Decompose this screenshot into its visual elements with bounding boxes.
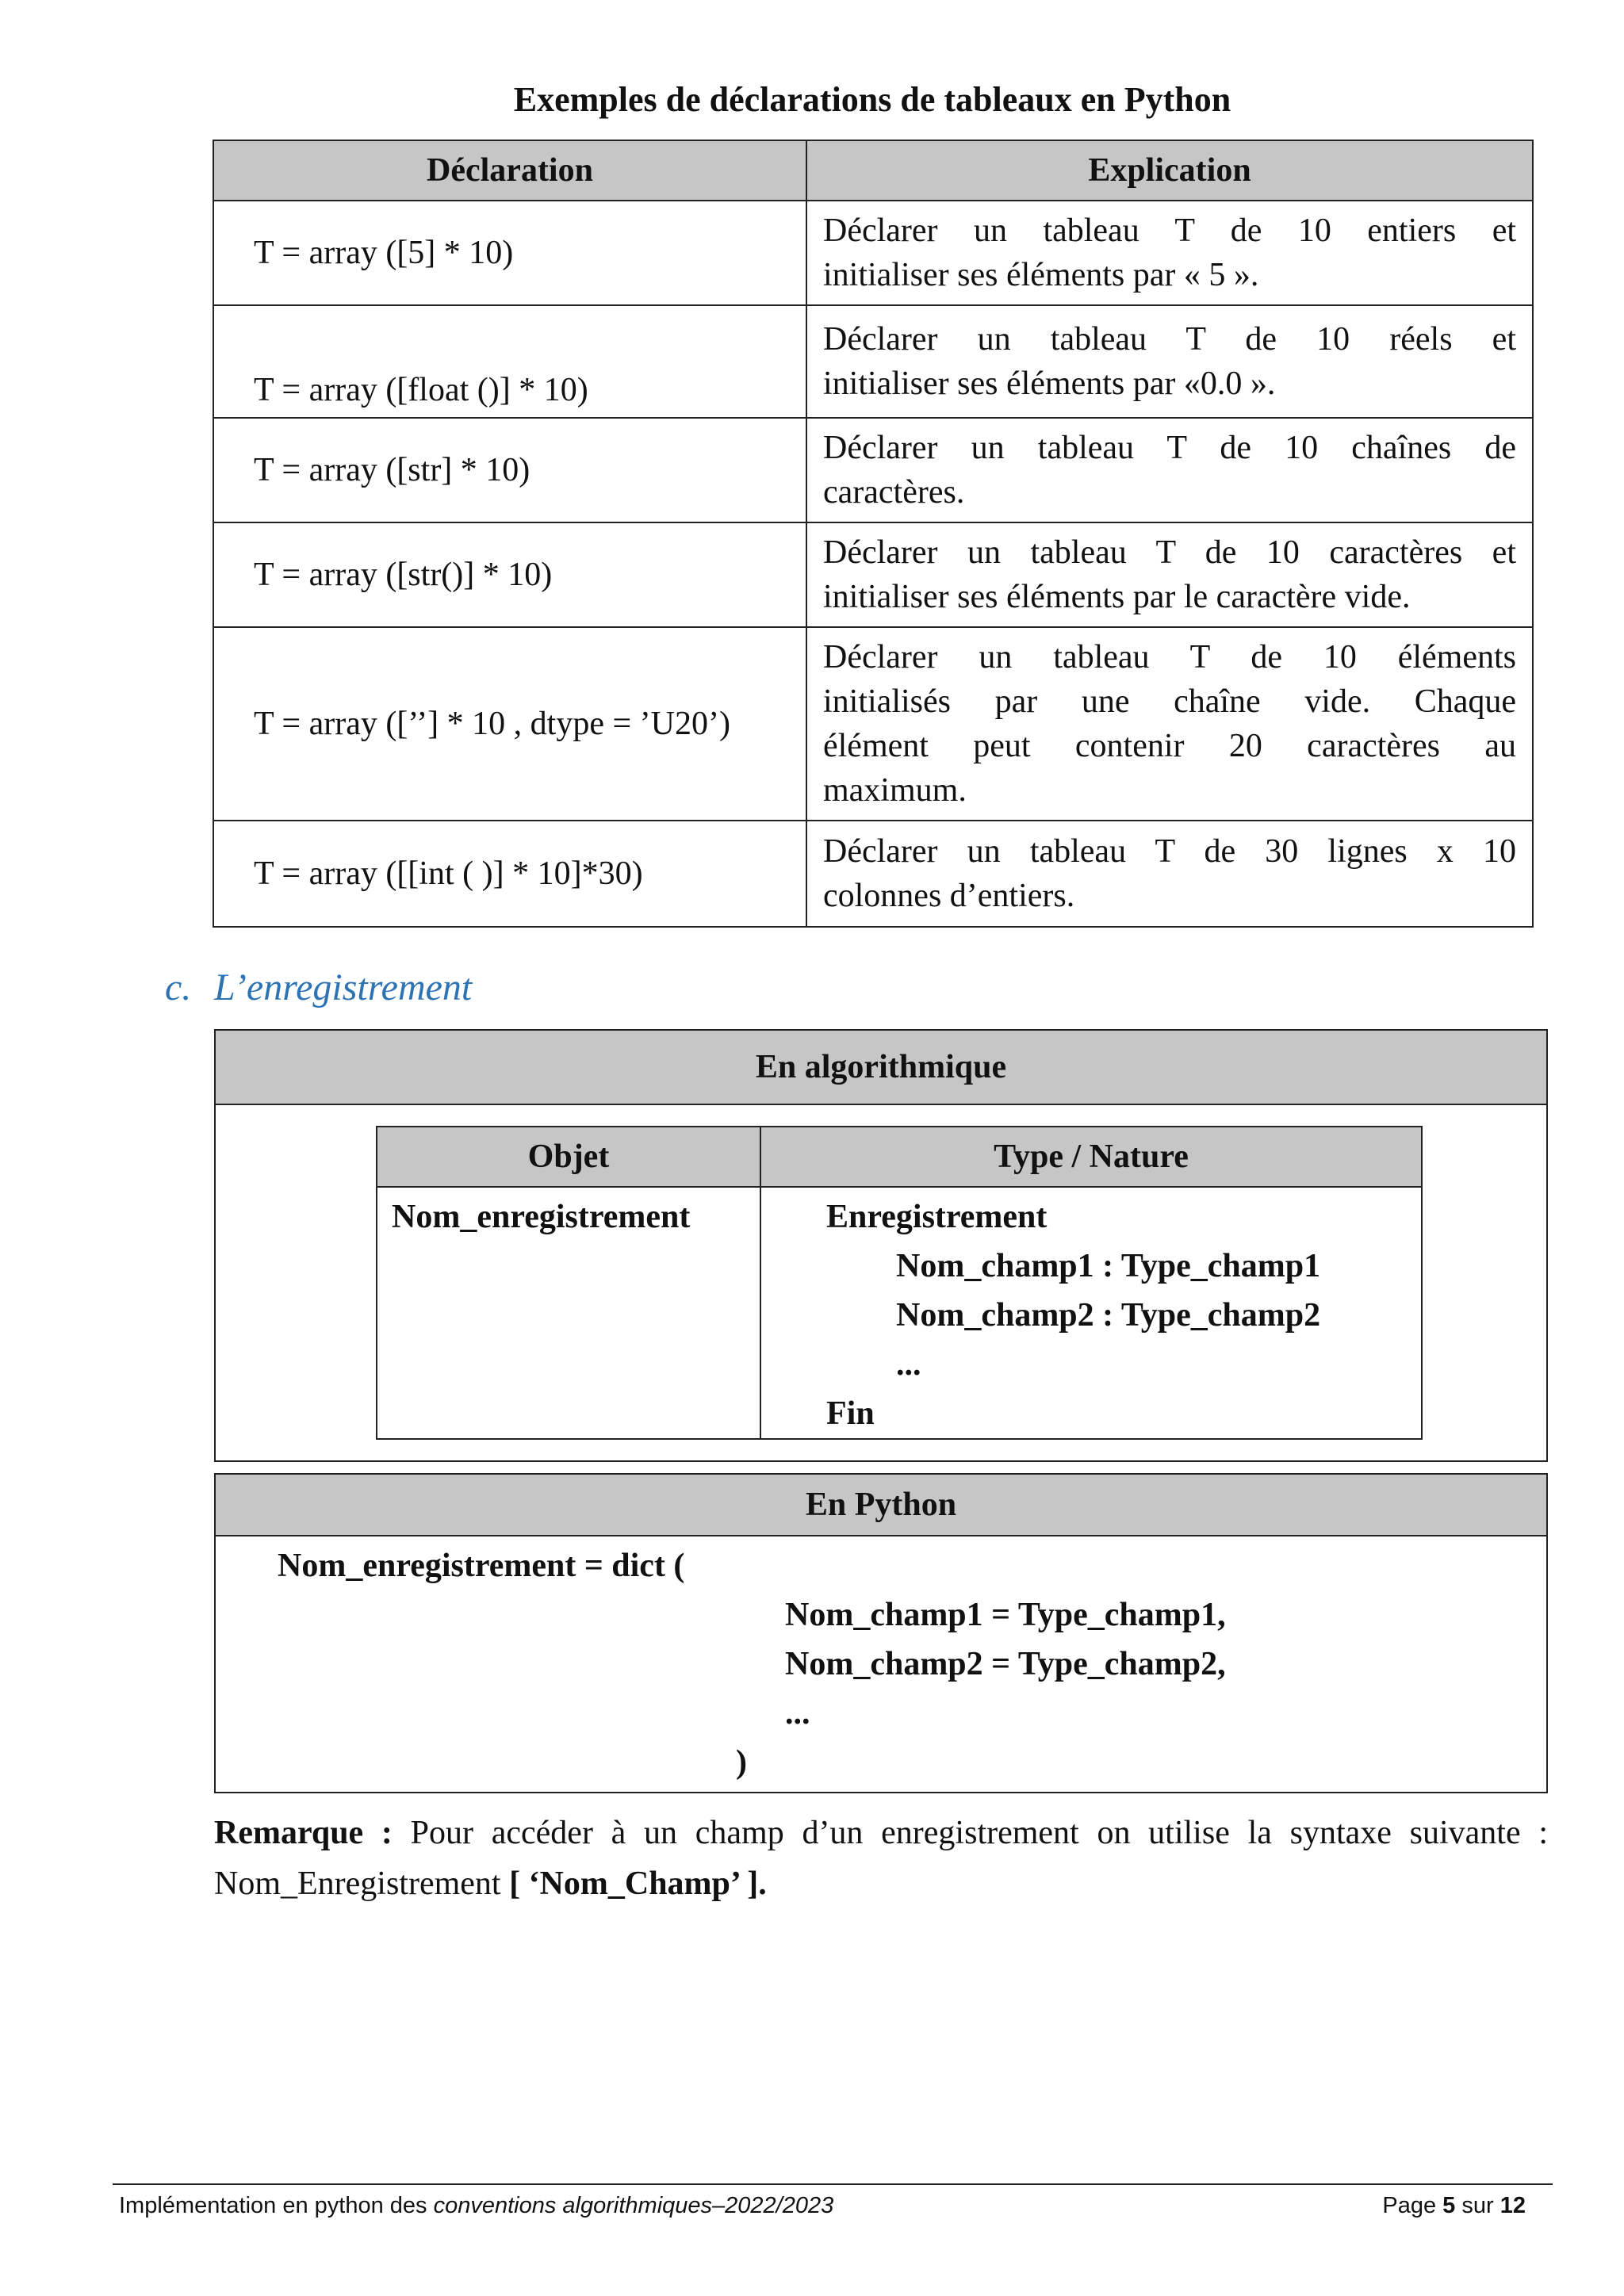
declarations-table (213, 140, 1534, 928)
declaration-cell: T = array ([5] * 10) (213, 201, 806, 305)
object-type-table (376, 1126, 1423, 1440)
python-header: En Python (216, 1475, 1546, 1536)
python-field-line: Nom_champ1 = Type_champ1, (785, 1597, 1226, 1633)
footer-course-title: Implémentation en python des conventions algorithmiques–2022/2023 (119, 2193, 834, 2218)
declaration-cell: T = array ([str()] * 10) (213, 522, 806, 627)
table-row (213, 305, 1533, 418)
header-explication: Explication (806, 140, 1533, 201)
footer-divider (113, 2183, 1553, 2185)
declaration-cell: T = array ([’’] * 10 , dtype = ’U20’) (213, 627, 806, 821)
page-title: Exemples de déclarations de tableaux en Python (513, 80, 1231, 119)
python-close-paren: ) (736, 1744, 747, 1781)
table-row (213, 522, 1533, 627)
explication-cell: Déclarer un tableau T de 10 caractères et initialiser ses éléments par le caractère vide. (806, 522, 1533, 627)
algorithmic-box (214, 1029, 1548, 1462)
table-row (213, 627, 1533, 821)
type-cell: Enregistrement Nom_champ1 : Type_champ1 Nom_champ2 : Type_champ2 ... Fin (760, 1187, 1422, 1439)
explication-cell: Déclarer un tableau T de 10 chaînes de caractères. (806, 418, 1533, 522)
remark-paragraph (214, 1808, 1548, 1909)
section-number: c. (165, 966, 192, 1008)
python-box (214, 1473, 1548, 1793)
objet-cell: Nom_enregistrement (377, 1187, 760, 1439)
header-type-nature: Type / Nature (760, 1127, 1422, 1187)
declaration-cell: T = array ([float ()] * 10) (213, 305, 806, 418)
python-dict-line: Nom_enregistrement = dict ( (278, 1548, 685, 1584)
table-row (213, 201, 1533, 305)
declaration-cell: T = array ([[int ( )] * 10]*30) (213, 821, 806, 927)
table-row (377, 1187, 1422, 1439)
page-number: Page 5 sur 12 (1382, 2193, 1526, 2218)
header-objet: Objet (377, 1127, 760, 1187)
table-row (213, 418, 1533, 522)
explication-cell: Déclarer un tableau T de 10 entiers et initialiser ses éléments par « 5 ». (806, 201, 1533, 305)
table-header-row (213, 140, 1533, 201)
remark-text: Pour accéder à un champ d’un enregistrement on utilise la syntaxe suivante : Nom_Enregistrement (214, 1815, 1548, 1902)
section-heading-c (165, 962, 472, 1013)
explication-cell: Déclarer un tableau T de 10 éléments initialisés par une chaîne vide. Chaque élément peut contenir 20 caractères au maximum. (806, 627, 1533, 821)
explication-cell: Déclarer un tableau T de 10 réels et initialiser ses éléments par «0.0 ». (806, 305, 1533, 418)
declaration-cell: T = array ([str] * 10) (213, 418, 806, 522)
table-row (213, 821, 1533, 927)
python-field-line: ... (785, 1695, 810, 1732)
remark-label: Remarque : (214, 1815, 393, 1851)
explication-cell: Déclarer un tableau T de 30 lignes x 10 colonnes d’entiers. (806, 821, 1533, 927)
algorithmic-header: En algorithmique (216, 1031, 1546, 1105)
object-table-header-row (377, 1127, 1422, 1187)
section-title: L’enregistrement (214, 966, 473, 1008)
remark-syntax: [ ‘Nom_Champ’ ]. (509, 1866, 767, 1902)
header-declaration: Déclaration (213, 140, 806, 201)
python-field-line: Nom_champ2 = Type_champ2, (785, 1646, 1226, 1682)
